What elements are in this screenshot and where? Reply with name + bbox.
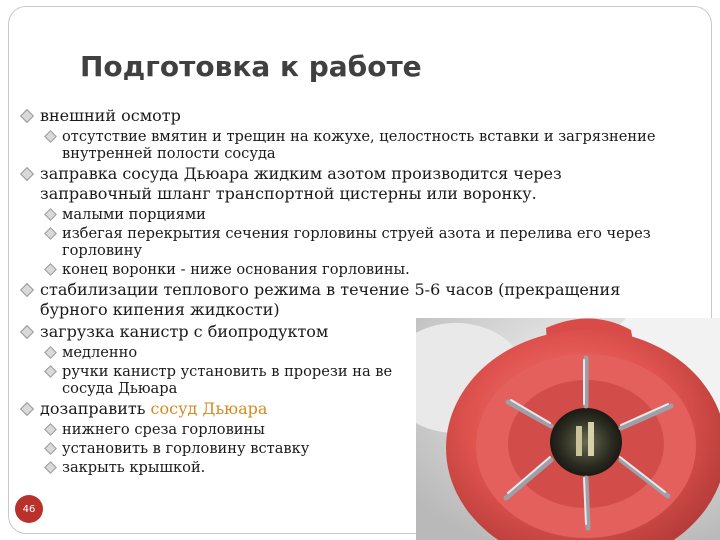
sub-list-item: ручки канистр установить в прорези на ве сосуда Дьюара (22, 363, 672, 397)
bullet-icon (44, 365, 57, 378)
sub-list-item: малыми порциями (22, 206, 672, 223)
dewar-link[interactable]: сосуд Дьюара (145, 399, 268, 418)
bullet-icon (44, 442, 57, 455)
sub-list-item: отсутствие вмятин и трещин на кожухе, целостность вставки и загрязнение внутренней полости сосуда (22, 128, 672, 162)
sub-list-item: установить в горловину вставку (22, 440, 672, 457)
bullet-icon (44, 130, 57, 143)
bullet-icon (44, 423, 57, 436)
bullet-icon (44, 346, 57, 359)
bullet-icon (44, 263, 57, 276)
sub-list-item: избегая перекрытия сечения горловины струей азота и перелива его через горловину (22, 225, 672, 259)
sub-list-item: медленно (22, 344, 672, 361)
bullet-icon (44, 208, 57, 221)
bullet-icon (44, 227, 57, 240)
bullet-icon (20, 167, 34, 181)
bullet-list (22, 106, 672, 478)
page-number-badge: 46 (15, 495, 43, 523)
list-item: внешний осмотр (22, 106, 672, 126)
bullet-icon (20, 283, 34, 297)
list-item: стабилизации теплового режима в течение 5-6 часов (прекращения бурного кипения жидкости) (22, 280, 672, 320)
sub-list-item: закрыть крышкой. (22, 459, 672, 476)
slide-title: Подготовка к работе (80, 50, 422, 83)
bullet-icon (44, 461, 57, 474)
list-item: загрузка канистр с биопродуктом (22, 322, 672, 342)
bullet-icon (20, 402, 34, 416)
bullet-icon (20, 109, 34, 123)
sub-list-item: конец воронки - ниже основания горловины. (22, 261, 672, 278)
list-item: заправка сосуда Дьюара жидким азотом производится через заправочный шланг транспортной цистерны или воронку. (22, 164, 672, 204)
sub-list-item: нижнего среза горловины (22, 421, 672, 438)
bullet-icon (20, 325, 34, 339)
list-item: дозаправить сосуд Дьюара (22, 399, 672, 419)
